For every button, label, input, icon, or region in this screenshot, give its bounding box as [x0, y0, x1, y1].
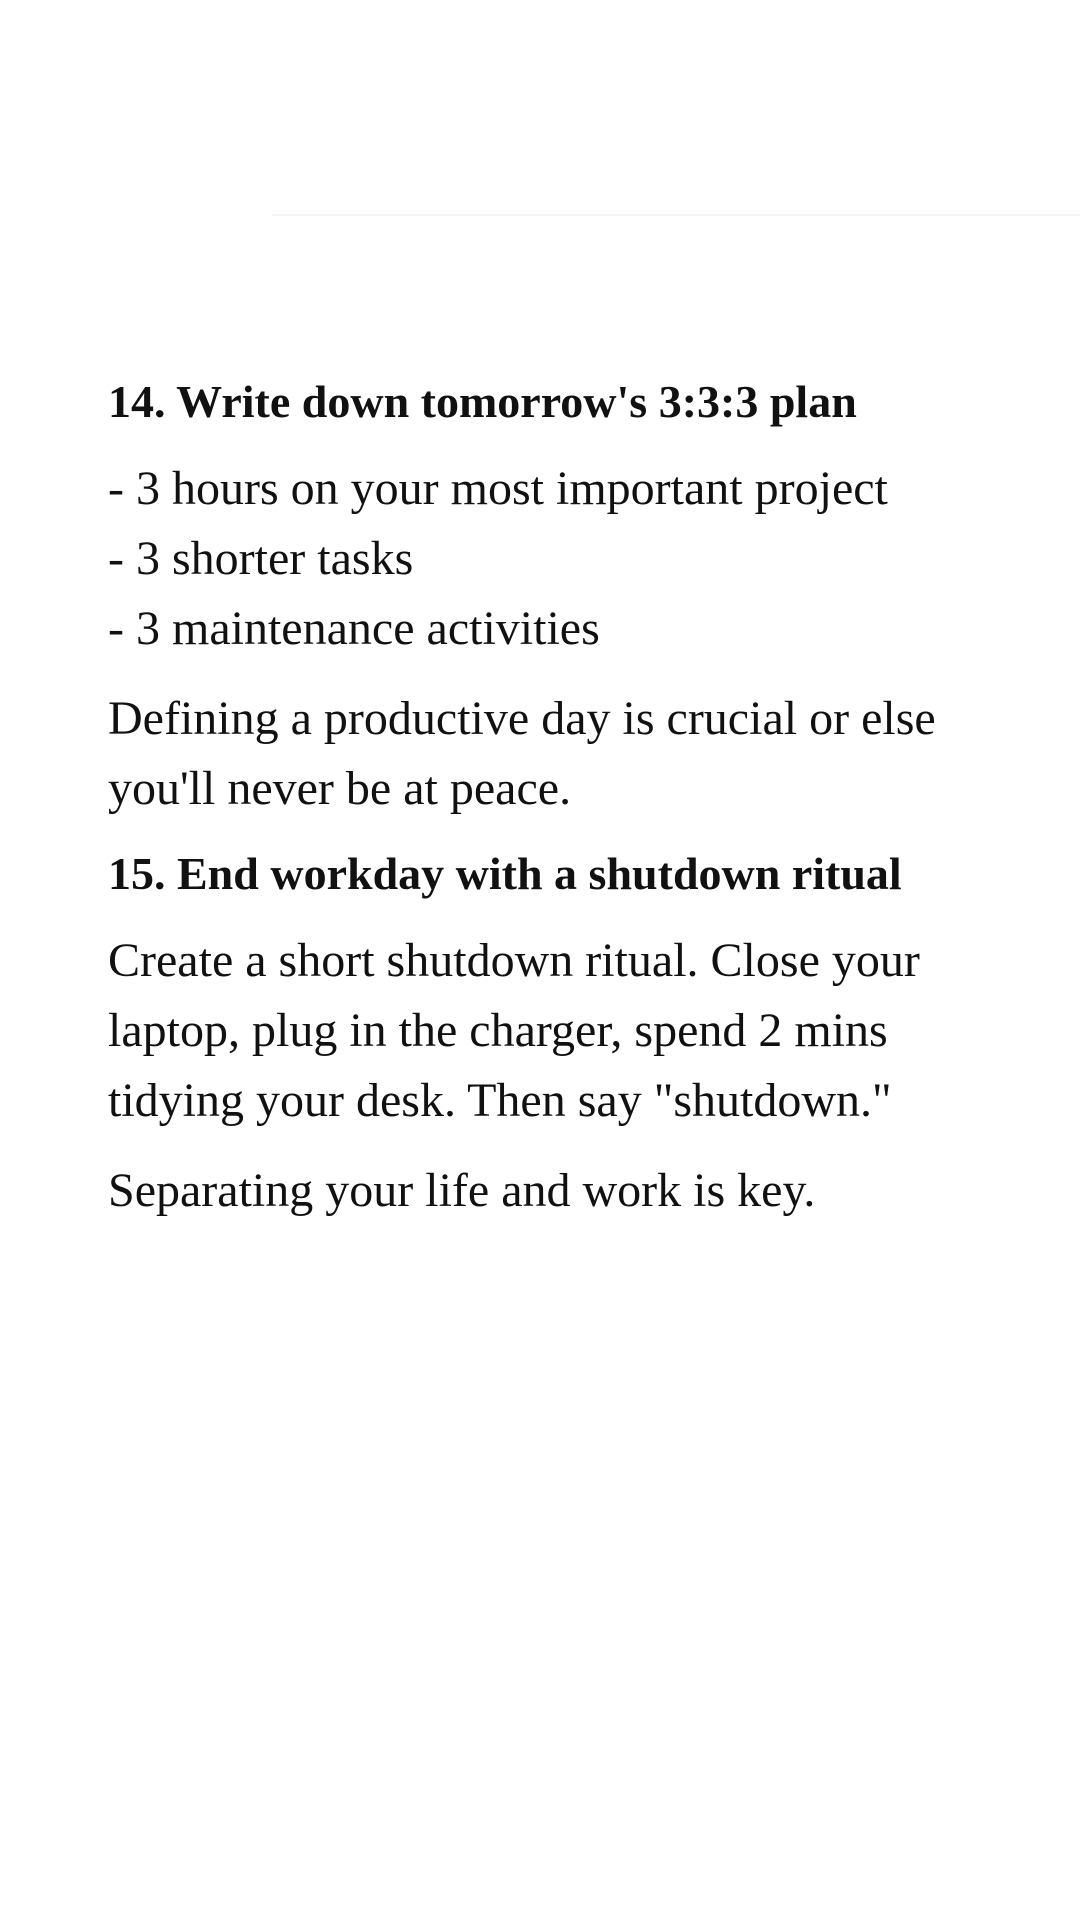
- plan-list: [108, 454, 988, 664]
- list-item: - 3 shorter tasks: [108, 532, 414, 585]
- section-heading: 15. End workday with a shutdown ritual: [108, 848, 902, 899]
- section-paragraph: Defining a productive day is crucial or else you'll never be at peace.: [108, 692, 936, 815]
- section-15: [108, 844, 988, 1226]
- list-item: - 3 hours on your most important project: [108, 462, 888, 515]
- article-content: [108, 372, 988, 1246]
- top-divider: [272, 214, 1080, 216]
- section-heading: 14. Write down tomorrow's 3:3:3 plan: [108, 376, 857, 427]
- section-paragraph: Separating your life and work is key.: [108, 1164, 816, 1217]
- list-item: - 3 maintenance activities: [108, 602, 600, 655]
- section-14: [108, 372, 988, 824]
- section-paragraph: Create a short shutdown ritual. Close your laptop, plug in the charger, spend 2 mins tidying your desk. Then say "shutdown.": [108, 934, 920, 1127]
